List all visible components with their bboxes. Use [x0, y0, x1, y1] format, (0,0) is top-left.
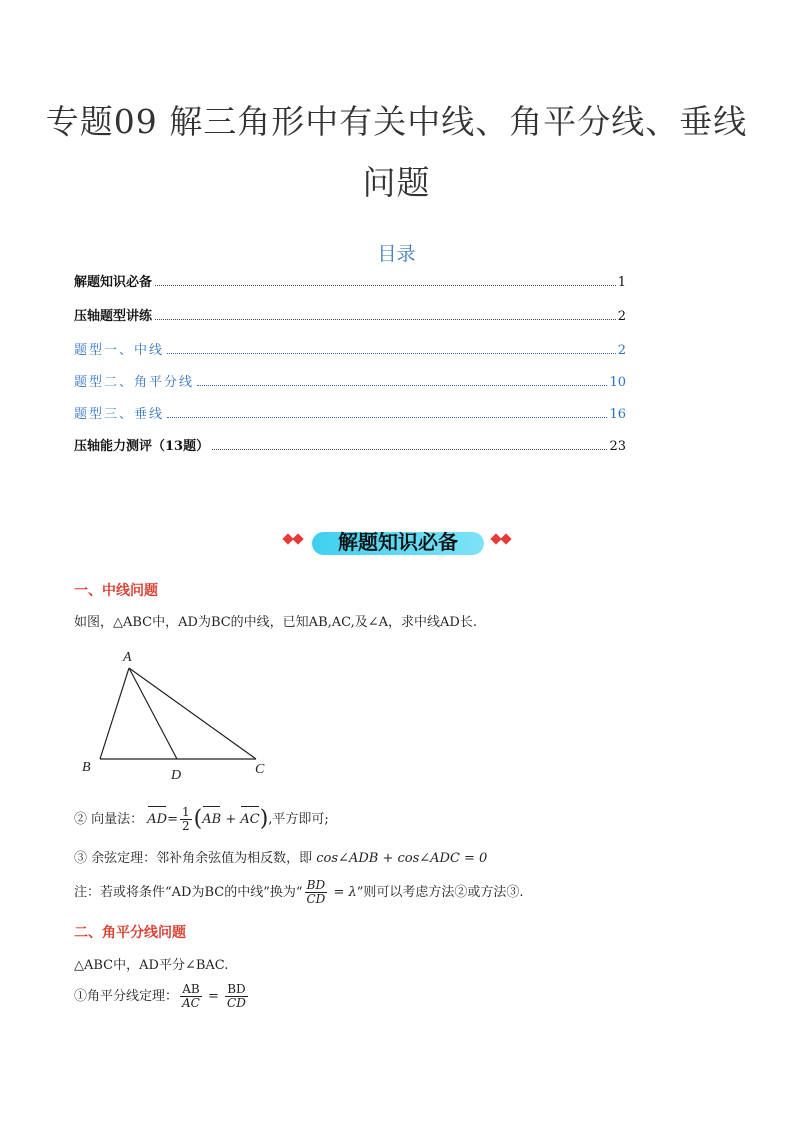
close-paren: ): [259, 806, 269, 832]
method-cosine-prefix: ③ 余弦定理：邻补角余弦值为相反数，即: [74, 851, 313, 866]
vertex-label-d: D: [171, 768, 182, 783]
method-cosine: [74, 847, 487, 866]
toc-item-page: 10: [609, 375, 626, 390]
toc-item-label: 压轴能力测评（13题）: [74, 439, 210, 454]
toc-heading: 目录: [377, 243, 416, 265]
fraction-bd-cd: [225, 983, 248, 1010]
page-title: 专题09 解三角形中有关中线、角平分线、垂线: [45, 102, 748, 141]
fraction-numerator: BD: [227, 982, 246, 996]
open-paren: (: [193, 806, 203, 832]
note-prefix: 注：若或将条件“AD为BC的中线”换为“: [74, 885, 303, 900]
toc-item-practice[interactable]: [74, 305, 626, 324]
toc-item-median[interactable]: [74, 339, 626, 358]
toc-item-label: 解题知识必备: [74, 275, 153, 290]
segment-ab: [100, 668, 129, 759]
toc-leader: [155, 319, 616, 320]
toc-item-page: 16: [609, 407, 626, 422]
plus-sign: +: [221, 812, 241, 827]
fraction-numerator: BD: [306, 878, 326, 892]
bisector-intro: △ABC中，AD平分∠BAC.: [74, 958, 229, 973]
vector-ab: AB: [202, 807, 221, 833]
toc-item-label: 压轴题型讲练: [74, 309, 153, 324]
method-vector-prefix: ② 向量法：: [74, 812, 144, 827]
toc-item-altitude[interactable]: [74, 403, 626, 422]
toc-item-label: 题型二、角平分线: [74, 375, 195, 390]
fraction-ab-ac: [180, 983, 202, 1010]
equals-sign: =: [203, 989, 224, 1004]
fraction-numerator: AB: [182, 982, 200, 996]
fraction-numerator: 1: [182, 805, 190, 819]
fraction-denominator: 2: [182, 819, 190, 833]
toc-leader: [155, 285, 616, 286]
vector-ad: AD: [147, 807, 167, 833]
method-vector-suffix: ,平方即可;: [268, 812, 329, 827]
theorem-prefix: ①角平分线定理：: [74, 989, 179, 1004]
section-heading-median: 一、中线问题: [74, 583, 158, 599]
vector-ac: AC: [240, 807, 259, 833]
page-title-line2: 问题: [362, 163, 431, 202]
segment-ac: [129, 668, 256, 759]
toc-leader: [167, 417, 607, 418]
toc-item-page: 23: [609, 439, 626, 454]
cosine-formula: cos∠ADB + cos∠ADC = 0: [316, 851, 488, 866]
diamond-icon: [292, 533, 303, 544]
median-intro: 如图，△ABC中，AD为BC的中线，已知AB,AC,及∠A，求中线AD长.: [74, 615, 477, 630]
fraction-denominator: AC: [182, 996, 200, 1010]
toc-leader: [212, 449, 607, 450]
banner-label: 解题知识必备: [338, 530, 458, 554]
segment-ad: [129, 668, 177, 759]
fraction-denominator: CD: [306, 892, 326, 906]
toc-item-label: 题型一、中线: [74, 343, 165, 358]
section-heading-bisector: 二、角平分线问题: [74, 925, 186, 941]
note-suffix: ”则可以考虑方法②或方法③.: [356, 885, 524, 900]
bisector-theorem: [74, 980, 250, 1014]
toc-item-page: 2: [617, 309, 626, 324]
median-note: [74, 876, 524, 910]
toc-item-bisector[interactable]: [74, 371, 626, 390]
toc-item-knowledge[interactable]: [74, 271, 626, 290]
fraction-half: [180, 806, 192, 833]
toc-item-page: 1: [617, 275, 626, 290]
fraction-bd-cd: [305, 879, 328, 906]
toc-leader: [167, 353, 616, 354]
toc-item-label: 题型三、垂线: [74, 407, 165, 422]
lambda-equation: = λ: [329, 885, 357, 900]
triangle-figure: [70, 640, 290, 790]
equals-sign: =: [167, 812, 178, 827]
method-vector: [74, 806, 329, 833]
vertex-label-c: C: [255, 762, 265, 777]
toc-item-page: 2: [617, 343, 626, 358]
toc-leader: [197, 385, 607, 386]
diamond-icon: [500, 533, 511, 544]
vertex-label-b: B: [82, 760, 91, 775]
vertex-label-a: A: [123, 650, 132, 665]
toc-item-test[interactable]: [74, 435, 626, 454]
fraction-denominator: CD: [227, 996, 246, 1010]
